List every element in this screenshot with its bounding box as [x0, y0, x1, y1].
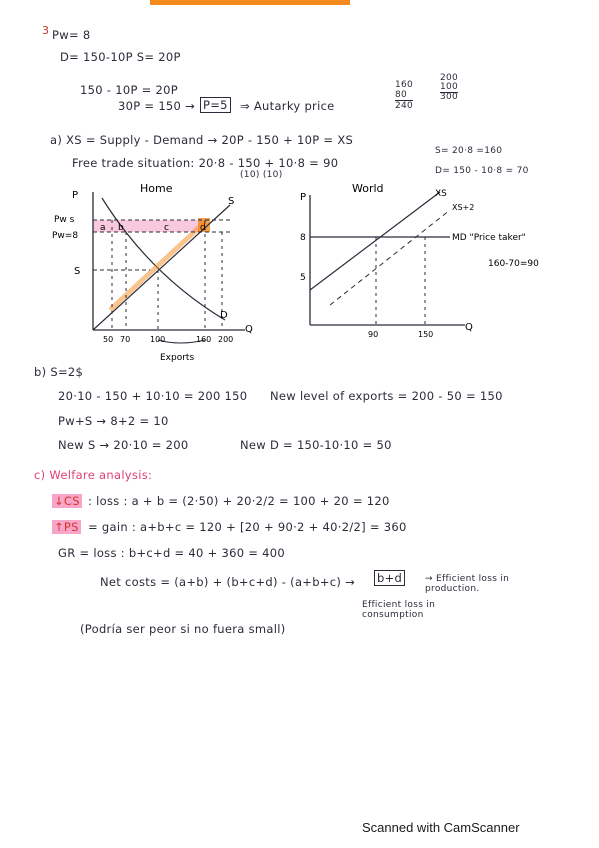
tick-70: 70 — [120, 335, 131, 344]
area-label-b: b — [118, 223, 124, 233]
gr-line: GR = loss : b+c+d = 40 + 360 = 400 — [58, 546, 286, 560]
bd-box: b+d — [374, 570, 405, 586]
y5-label: 5 — [300, 273, 306, 283]
xs-definition: a) XS = Supply - Demand → 20P - 150 + 10P = XS — [50, 133, 354, 147]
ps-line: = gain : a+b+c = 120 + [20 + 90·2 + 40·2/2] = 360 — [88, 520, 407, 534]
xs-label: XS — [435, 189, 447, 199]
home-chart — [40, 180, 280, 370]
part-b-line1: 20·10 - 150 + 10·10 = 200 150 — [58, 389, 248, 403]
xs2-label: XS+2 — [452, 203, 475, 212]
cs-line: : loss : a + b = (2·50) + 20·2/2 = 100 + 20 = 120 — [88, 494, 390, 508]
autarky-line2: 30P = 150 → — [118, 99, 196, 113]
xs2-line — [330, 210, 450, 305]
home-q-axis-label: Q — [245, 324, 253, 335]
ps-tag: ↑PS — [54, 520, 79, 534]
part-b-head: b) S=2$ — [34, 365, 84, 379]
tick-50: 50 — [103, 335, 114, 344]
top-orange-bar — [150, 0, 350, 5]
tick-150: 150 — [418, 330, 434, 339]
part-b-new-s: New S → 20·10 = 200 — [58, 438, 189, 452]
world-side-calc: 160-70=90 — [488, 259, 539, 269]
area-label-d: d — [200, 223, 206, 233]
side-calc-1: 160 80 240 — [395, 80, 414, 111]
exports-label: Exports — [160, 353, 195, 363]
y8-label: 8 — [300, 233, 306, 243]
area-a-b — [93, 220, 205, 232]
demand-supply-equations: D= 150-10P S= 20P — [60, 50, 181, 64]
md-label: MD "Price taker" — [452, 233, 526, 243]
autarky-line1: 150 - 10P = 20P — [80, 83, 178, 97]
problem-number: 3 — [42, 24, 50, 37]
area-label-a: a — [100, 223, 106, 233]
new-exports: New level of exports = 200 - 50 = 150 — [270, 389, 503, 403]
s5-label: S — [74, 266, 81, 277]
part-b-new-d: New D = 150-10·10 = 50 — [240, 438, 392, 452]
free-trade-line: Free trade situation: 20·8 - 150 + 10·8 = 90 — [72, 156, 339, 170]
autarky-price-box: P=5 — [200, 97, 231, 113]
autarky-label: ⇒ Autarky price — [240, 99, 335, 113]
part-c-head: c) Welfare analysis: — [34, 468, 153, 482]
tick-160: 160 — [196, 335, 212, 344]
supply-label: S — [228, 196, 235, 207]
world-p-axis-label: P — [300, 192, 307, 203]
pw8-label: Pw=8 — [52, 231, 79, 241]
world-chart — [290, 180, 580, 350]
efficient-loss-production: → Efficient loss in production. — [425, 574, 510, 594]
camscanner-footer: Scanned with CamScanner — [362, 820, 520, 835]
cs-tag: ↓CS — [54, 494, 80, 508]
home-title: Home — [140, 182, 173, 195]
efficient-loss-consumption: Efficient loss in consumption — [362, 600, 436, 620]
demand-label: D — [220, 310, 228, 321]
demand-value: D= 150 - 10·8 = 70 — [435, 166, 529, 176]
supply-value: S= 20·8 =160 — [435, 146, 503, 156]
world-q-axis-label: Q — [465, 322, 473, 333]
xs-line — [310, 192, 440, 290]
side-calc-2: 200 100 300 — [440, 73, 459, 102]
tick-200: 200 — [218, 335, 234, 344]
world-title: World — [352, 182, 384, 195]
part-b-line2: Pw+S → 8+2 = 10 — [58, 414, 169, 428]
tick-100: 100 — [150, 335, 166, 344]
net-costs-line: Net costs = (a+b) + (b+c+d) - (a+b+c) → — [100, 575, 356, 589]
pws-label: Pw s — [54, 215, 75, 225]
free-trade-sub: (10) (10) — [240, 170, 283, 180]
area-label-c: c — [164, 223, 169, 233]
home-p-axis-label: P — [72, 190, 79, 201]
note-line: (Podría ser peor si no fuera small) — [80, 622, 286, 636]
world-price: Pw= 8 — [52, 28, 91, 42]
tick-90: 90 — [368, 330, 379, 339]
